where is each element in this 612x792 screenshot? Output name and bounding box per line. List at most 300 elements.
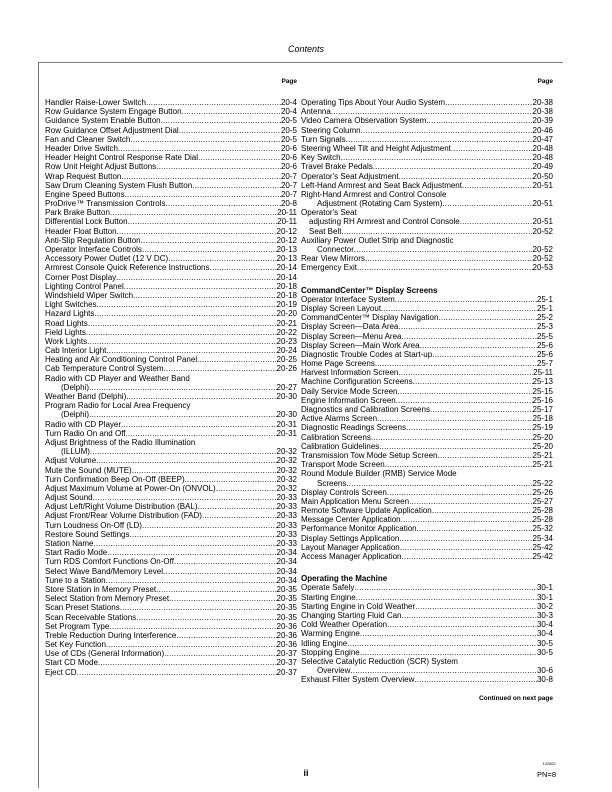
- toc-entry[interactable]: [45, 420, 297, 429]
- dot-leader: [361, 126, 533, 135]
- dot-leader: [202, 511, 277, 520]
- toc-entry-title: Overview: [317, 666, 351, 676]
- toc-entry-title: Changing Starting Fluid Can: [301, 610, 402, 620]
- toc-entry-title: Connector: [317, 245, 354, 254]
- dot-leader: [116, 273, 276, 282]
- toc-entry-title: Scan Preset Stations: [45, 603, 120, 613]
- toc-entry-title: Active Alarms Screen: [301, 414, 378, 424]
- toc-entry-page: 20-51: [532, 217, 553, 227]
- toc-entry[interactable]: [45, 631, 297, 640]
- toc-entry[interactable]: [301, 144, 553, 153]
- footer-pn: PN=8: [537, 770, 556, 779]
- toc-entry-title: Starting Engine: [301, 592, 356, 602]
- toc-entry-page: 30-3: [536, 610, 553, 620]
- dot-leader: [109, 622, 276, 631]
- dot-leader: [387, 620, 537, 629]
- toc-entry[interactable]: [45, 199, 297, 208]
- dot-leader: [93, 493, 277, 502]
- toc-entry-title: Travel Brake Pedals: [301, 162, 373, 172]
- dot-leader: [165, 199, 281, 208]
- toc-entry[interactable]: [45, 410, 297, 419]
- toc-entry[interactable]: [301, 488, 553, 497]
- dot-leader: [402, 552, 533, 561]
- toc-entry[interactable]: [45, 153, 297, 162]
- toc-entry[interactable]: [45, 668, 297, 677]
- toc-entry-page: 20-5: [280, 134, 297, 144]
- dot-leader: [121, 172, 281, 181]
- toc-entry-title: Start CD Mode: [45, 658, 98, 668]
- toc-entry[interactable]: [301, 423, 553, 432]
- toc-entry[interactable]: [45, 217, 297, 226]
- dot-leader: [401, 515, 533, 524]
- dot-leader: [142, 521, 277, 530]
- toc-entry[interactable]: [301, 534, 553, 543]
- toc-entry[interactable]: [301, 433, 553, 442]
- toc-entry-title: Turn Radio On and Off: [45, 428, 126, 438]
- toc-entry-title: Diagnostic Readings Screens: [301, 423, 406, 433]
- dot-leader: [385, 460, 533, 469]
- dot-leader: [106, 640, 277, 649]
- toc-entry-title: Windshield Wiper Switch: [45, 290, 134, 300]
- toc-entry-title: Mute the Sound (MUTE): [45, 465, 132, 475]
- toc-entry[interactable]: [301, 172, 553, 181]
- toc-entry-title: Operating Tips About Your Audio System: [301, 98, 446, 107]
- toc-entry[interactable]: [45, 548, 297, 557]
- toc-entry-title: Display Controls Screen: [301, 487, 387, 497]
- toc-entry[interactable]: [301, 263, 553, 272]
- toc-entry-page: 25-1: [536, 303, 553, 313]
- toc-entry-page: 20-35: [276, 603, 297, 613]
- toc-entry[interactable]: [301, 442, 553, 451]
- toc-entry-page: 20-32: [276, 474, 297, 484]
- toc-entry-title: Display Screen—Data Area: [301, 322, 399, 332]
- toc-entry[interactable]: [45, 557, 297, 566]
- toc-entry-page: 25-1: [536, 294, 553, 304]
- toc-entry-page: 20-31: [276, 419, 297, 429]
- right-column: [301, 78, 553, 702]
- toc-entry-title: (Delphi): [61, 382, 90, 392]
- toc-entry[interactable]: [301, 332, 553, 341]
- dot-leader: [375, 359, 537, 368]
- dot-leader: [356, 593, 537, 602]
- toc-entry-title: Key Switch: [301, 153, 341, 163]
- toc-entry-heading: Selective Catalytic Reduction (SCR) System: [301, 656, 458, 666]
- dot-leader: [360, 629, 537, 638]
- toc-entry-title: Engine Information Screen: [301, 395, 396, 405]
- toc-entry[interactable]: [301, 217, 553, 226]
- toc-entry-page: 20-7: [280, 180, 297, 190]
- dot-leader: [413, 377, 533, 386]
- dot-leader: [379, 442, 532, 451]
- dot-leader: [406, 423, 533, 432]
- dot-leader: [164, 364, 277, 373]
- toc-entry[interactable]: [45, 622, 297, 631]
- toc-entry[interactable]: [45, 613, 297, 622]
- toc-entry-page: 25-18: [532, 414, 553, 424]
- toc-entry[interactable]: [45, 530, 297, 539]
- toc-entry-title: Field Lights: [45, 327, 86, 337]
- toc-entry-title: Restore Sound Settings: [45, 529, 130, 539]
- toc-entry[interactable]: [45, 576, 297, 585]
- toc-entry-page: 25-21: [532, 460, 553, 470]
- toc-entry-page: 20-37: [276, 649, 297, 659]
- dot-leader: [106, 346, 276, 355]
- toc-entry-page: 20-36: [276, 621, 297, 631]
- toc-entry-page: 20-32: [276, 447, 297, 457]
- toc-entry[interactable]: [301, 620, 553, 629]
- toc-entry-page: 25-19: [532, 423, 553, 433]
- dot-leader: [130, 135, 281, 144]
- toc-entry[interactable]: [301, 227, 553, 236]
- toc-entry-title: Left-Hand Armrest and Seat Back Adjustment: [301, 180, 462, 190]
- toc-entry-page: 20-34: [276, 557, 297, 567]
- toc-entry[interactable]: [301, 322, 553, 331]
- toc-entry[interactable]: [45, 521, 297, 530]
- toc-entry-title: Operate Safely: [301, 583, 355, 593]
- toc-entry-title: Road Lights: [45, 318, 88, 328]
- dot-leader: [94, 309, 276, 318]
- toc-entry[interactable]: [45, 603, 297, 612]
- toc-entry-page: 20-33: [276, 529, 297, 539]
- toc-entry[interactable]: [45, 208, 297, 217]
- toc-entry-page: 20-39: [532, 116, 553, 126]
- toc-entry-heading: Right-Hand Armrest and Control Console: [301, 189, 447, 199]
- toc-entry-page: 25-28: [532, 506, 553, 516]
- toc-entry-title: CommandCenter™ Display Navigation: [301, 313, 439, 323]
- toc-entry[interactable]: [45, 98, 297, 107]
- toc-entry[interactable]: [301, 368, 553, 377]
- toc-entry[interactable]: [301, 98, 553, 107]
- dot-leader: [97, 300, 277, 309]
- toc-entry-title: Guidance System Enable Button: [45, 116, 161, 126]
- toc-entry-title: Set Program Type: [45, 621, 110, 631]
- dot-leader: [398, 368, 533, 377]
- dot-leader: [156, 162, 281, 171]
- toc-entry-title: Corner Post Display: [45, 272, 117, 282]
- toc-entry-title: (Delphi): [61, 410, 90, 420]
- toc-entry-page: 20-19: [276, 300, 297, 310]
- toc-entry-page: 20-20: [276, 309, 297, 319]
- toc-entry-title: Park Brake Button: [45, 208, 110, 218]
- commandcenter-toc-list: [301, 295, 553, 561]
- dot-leader: [90, 447, 277, 456]
- dot-leader: [460, 217, 533, 226]
- toc-entry-page: 25-13: [532, 377, 553, 387]
- toc-entry[interactable]: [301, 377, 553, 386]
- page-column-heading: Page: [281, 78, 297, 85]
- dot-leader: [185, 475, 277, 484]
- dot-leader: [402, 332, 537, 341]
- toc-entry-page: 20-33: [276, 511, 297, 521]
- toc-entry[interactable]: [301, 593, 553, 602]
- footer-code: 122821: [542, 761, 556, 766]
- dot-leader: [432, 350, 537, 359]
- toc-entry[interactable]: [45, 126, 297, 135]
- toc-entry[interactable]: [301, 648, 553, 657]
- toc-entry[interactable]: [45, 172, 297, 181]
- dot-leader: [350, 666, 537, 675]
- toc-entry-page: 20-36: [276, 630, 297, 640]
- toc-entry-title: Display Settings Application: [301, 533, 400, 543]
- toc-entry[interactable]: [301, 396, 553, 405]
- toc-entry-page: 25-11: [533, 368, 553, 378]
- toc-entry[interactable]: [45, 227, 297, 236]
- toc-entry-title: Main Application Menu Screen: [301, 496, 410, 506]
- toc-entry[interactable]: [45, 254, 297, 263]
- toc-entry-page: 30-4: [536, 629, 553, 639]
- toc-entry-title: Station Name: [45, 539, 94, 548]
- toc-entry-page: 20-27: [276, 382, 297, 392]
- toc-entry-page: 20-32: [276, 456, 297, 466]
- toc-entry-page: 20-6: [280, 162, 297, 172]
- toc-entry[interactable]: [45, 319, 297, 328]
- toc-entry[interactable]: [45, 539, 297, 548]
- toc-entry[interactable]: [45, 640, 297, 649]
- toc-entry-title: Engine Speed Buttons: [45, 189, 125, 199]
- toc-entry[interactable]: [301, 304, 553, 313]
- dot-leader: [146, 98, 281, 107]
- toc-entry-page: 20-5: [280, 116, 297, 126]
- toc-entry-title: Diagnostic Trouble Codes at Start-up: [301, 349, 433, 359]
- toc-entry[interactable]: [301, 611, 553, 620]
- toc-entry-title: Transport Mode Screen: [301, 460, 385, 470]
- toc-entry[interactable]: [45, 585, 297, 594]
- toc-entry[interactable]: [301, 497, 553, 506]
- toc-entry-page: 25-42: [532, 542, 553, 552]
- dot-leader: [128, 217, 278, 226]
- toc-entry[interactable]: [45, 116, 297, 125]
- toc-entry[interactable]: [301, 602, 553, 611]
- toc-entry[interactable]: [45, 649, 297, 658]
- dot-leader: [125, 190, 281, 199]
- continued-note: Continued on next page: [478, 695, 553, 703]
- toc-entry-page: 20-49: [532, 162, 553, 172]
- toc-entry[interactable]: [45, 282, 297, 291]
- toc-entry-title: Select Station from Memory Preset: [45, 594, 170, 604]
- toc-entry-title: Calibration Screens: [301, 432, 371, 442]
- toc-entry-page: 20-38: [532, 98, 553, 107]
- toc-entry-title: ProDrive™ Transmission Controls: [45, 199, 166, 209]
- operating-toc-list: [301, 583, 553, 684]
- toc-entry[interactable]: [301, 387, 553, 396]
- toc-entry[interactable]: [301, 506, 553, 515]
- dot-leader: [163, 567, 277, 576]
- dot-leader: [400, 543, 533, 552]
- toc-entry[interactable]: [301, 350, 553, 359]
- toc-entry-title: Armrest Console Quick Reference Instructions: [45, 263, 210, 273]
- toc-entry[interactable]: [301, 460, 553, 469]
- toc-entry-page: 20-53: [532, 263, 553, 273]
- toc-entry[interactable]: [301, 107, 553, 116]
- toc-entry-title: Harvest Information Screen: [301, 368, 399, 378]
- toc-entry-title: Store Station in Memory Preset: [45, 584, 157, 594]
- toc-entry[interactable]: [301, 254, 553, 263]
- toc-entry[interactable]: [301, 524, 553, 533]
- toc-entry[interactable]: [45, 475, 297, 484]
- toc-entry-page: 20-7: [280, 171, 297, 181]
- toc-entry-title: Row Unit Height Adjust Buttons: [45, 162, 157, 172]
- toc-entry-title: adjusting RH Armrest and Control Console: [309, 217, 460, 227]
- toc-entry[interactable]: [45, 346, 297, 355]
- toc-entry[interactable]: [45, 429, 297, 438]
- toc-entry[interactable]: [45, 594, 297, 603]
- toc-entry[interactable]: [45, 245, 297, 254]
- dot-leader: [341, 153, 533, 162]
- toc-entry-title: Operator Interface System: [301, 294, 395, 304]
- toc-entry-page: 20-23: [276, 336, 297, 346]
- dot-leader: [126, 429, 277, 438]
- toc-entry[interactable]: [45, 466, 297, 475]
- toc-entry[interactable]: [301, 162, 553, 171]
- toc-entry-page: 25-5: [536, 331, 553, 341]
- toc-entry-heading: Auxiliary Power Outlet Strip and Diagnostic: [301, 235, 454, 245]
- dot-leader: [438, 451, 533, 460]
- toc-entry[interactable]: [301, 313, 553, 322]
- dot-leader: [141, 236, 277, 245]
- toc-entry-page: 20-8: [280, 199, 297, 209]
- toc-entry[interactable]: [45, 328, 297, 337]
- dot-leader: [107, 548, 276, 557]
- dot-leader: [360, 648, 537, 657]
- toc-entry[interactable]: [301, 153, 553, 162]
- toc-entry[interactable]: [301, 116, 553, 125]
- toc-entry[interactable]: [45, 511, 297, 520]
- toc-entry[interactable]: [45, 107, 297, 116]
- toc-entry[interactable]: [45, 484, 297, 493]
- toc-entry[interactable]: [45, 355, 297, 364]
- toc-entry[interactable]: [45, 392, 297, 401]
- toc-entry-title: Display Screen—Main Work Area: [301, 340, 420, 350]
- toc-entry-page: 25-26: [532, 487, 553, 497]
- toc-entry[interactable]: [45, 135, 297, 144]
- toc-entry[interactable]: [301, 359, 553, 368]
- toc-entry-title: Turn RDS Comfort Functions On-Off: [45, 557, 174, 567]
- toc-entry[interactable]: [45, 273, 297, 282]
- toc-entry-heading: Round Module Builder (RMB) Service Mode: [301, 469, 457, 479]
- toc-entry[interactable]: [301, 135, 553, 144]
- dot-leader: [371, 433, 533, 442]
- toc-entry[interactable]: [301, 515, 553, 524]
- toc-entry[interactable]: [45, 263, 297, 272]
- toc-entry[interactable]: [45, 493, 297, 502]
- toc-entry[interactable]: [301, 543, 553, 552]
- toc-entry-page: 30-6: [536, 666, 553, 676]
- toc-entry[interactable]: [301, 451, 553, 460]
- toc-entry-title: Heating and Air Conditioning Control Panel: [45, 355, 198, 365]
- toc-entry-title: Header Height Control Response Rate Dial: [45, 153, 198, 163]
- toc-entry-page: 20-35: [276, 594, 297, 604]
- dot-leader: [414, 675, 537, 684]
- toc-entry-title: (ILLUM): [61, 447, 90, 457]
- dot-leader: [133, 291, 277, 300]
- toc-entry-title: Rear View Mirrors: [301, 254, 365, 264]
- toc-entry-title: Home Page Screens: [301, 359, 375, 369]
- toc-entry-page: 25-21: [532, 450, 553, 460]
- toc-entry[interactable]: [301, 629, 553, 638]
- dot-leader: [98, 658, 277, 667]
- toc-entry[interactable]: [45, 300, 297, 309]
- toc-entry[interactable]: [301, 341, 553, 350]
- toc-entry[interactable]: [45, 190, 297, 199]
- dot-leader: [216, 484, 277, 493]
- toc-entry[interactable]: [45, 181, 297, 190]
- toc-entry-page: 20-14: [276, 272, 297, 282]
- toc-entry[interactable]: [45, 658, 297, 667]
- dot-leader: [341, 227, 532, 236]
- section-heading-commandcenter: CommandCenter™ Display Screens: [301, 285, 438, 295]
- toc-entry[interactable]: [301, 199, 553, 208]
- toc-entry-page: 25-32: [532, 524, 553, 534]
- toc-entry-title: Tune to a Station: [45, 575, 106, 585]
- dot-leader: [120, 603, 277, 612]
- toc-entry-page: 20-4: [280, 98, 297, 107]
- section-heading-operating: Operating the Machine: [301, 574, 388, 584]
- dot-leader: [396, 396, 533, 405]
- toc-entry[interactable]: [301, 583, 553, 592]
- dot-leader: [198, 502, 277, 511]
- toc-entry-title: Row Guidance System Engage Button: [45, 107, 182, 117]
- toc-entry[interactable]: [45, 383, 297, 392]
- toc-entry-title: Starting Engine in Cold Weather: [301, 601, 416, 611]
- dot-leader: [174, 557, 277, 566]
- toc-entry-title: Light Switches: [45, 300, 97, 310]
- toc-entry[interactable]: [45, 447, 297, 456]
- toc-entry[interactable]: [301, 414, 553, 423]
- toc-entry[interactable]: [301, 405, 553, 414]
- toc-entry[interactable]: [301, 245, 553, 254]
- toc-entry[interactable]: [301, 639, 553, 648]
- toc-entry-title: Select Wave Band/Memory Level: [45, 566, 163, 576]
- toc-entry[interactable]: [45, 567, 297, 576]
- toc-entry-page: 20-14: [276, 263, 297, 273]
- toc-entry-page: 20-24: [276, 346, 297, 356]
- toc-entry[interactable]: [45, 236, 297, 245]
- toc-entry-page: 20-52: [532, 226, 553, 236]
- toc-entry-page: 20-34: [276, 566, 297, 576]
- toc-entry[interactable]: [45, 364, 297, 373]
- toc-entry[interactable]: [301, 666, 553, 675]
- toc-entry[interactable]: [45, 291, 297, 300]
- toc-entry[interactable]: [301, 126, 553, 135]
- toc-entry-title: Steering Wheel Tilt and Height Adjustment: [301, 143, 451, 153]
- dot-leader: [354, 583, 537, 592]
- toc-entry-title: Diagnostics and Calibration Screens: [301, 405, 430, 414]
- toc-entry[interactable]: [45, 337, 297, 346]
- toc-entry-page: 30-8: [536, 675, 553, 685]
- toc-entry[interactable]: [45, 456, 297, 465]
- dot-leader: [387, 488, 533, 497]
- dot-leader: [77, 668, 277, 677]
- toc-entry[interactable]: [301, 552, 553, 561]
- toc-entry[interactable]: [45, 502, 297, 511]
- toc-entry-page: 20-34: [276, 575, 297, 585]
- toc-entry[interactable]: [45, 162, 297, 171]
- page-header-title: Contents: [287, 44, 325, 54]
- toc-entry[interactable]: [45, 144, 297, 153]
- toc-entry[interactable]: [45, 309, 297, 318]
- dot-leader: [399, 534, 532, 543]
- toc-entry-page: 20-33: [276, 493, 297, 503]
- toc-entry[interactable]: [301, 181, 553, 190]
- dot-leader: [132, 466, 277, 475]
- toc-entry[interactable]: [301, 675, 553, 684]
- toc-entry[interactable]: [301, 479, 553, 488]
- toc-entry-page: 30-5: [536, 647, 553, 657]
- dot-leader: [210, 263, 277, 272]
- toc-entry-page: 25-3: [536, 322, 553, 332]
- dot-leader: [182, 107, 281, 116]
- toc-entry[interactable]: [301, 295, 553, 304]
